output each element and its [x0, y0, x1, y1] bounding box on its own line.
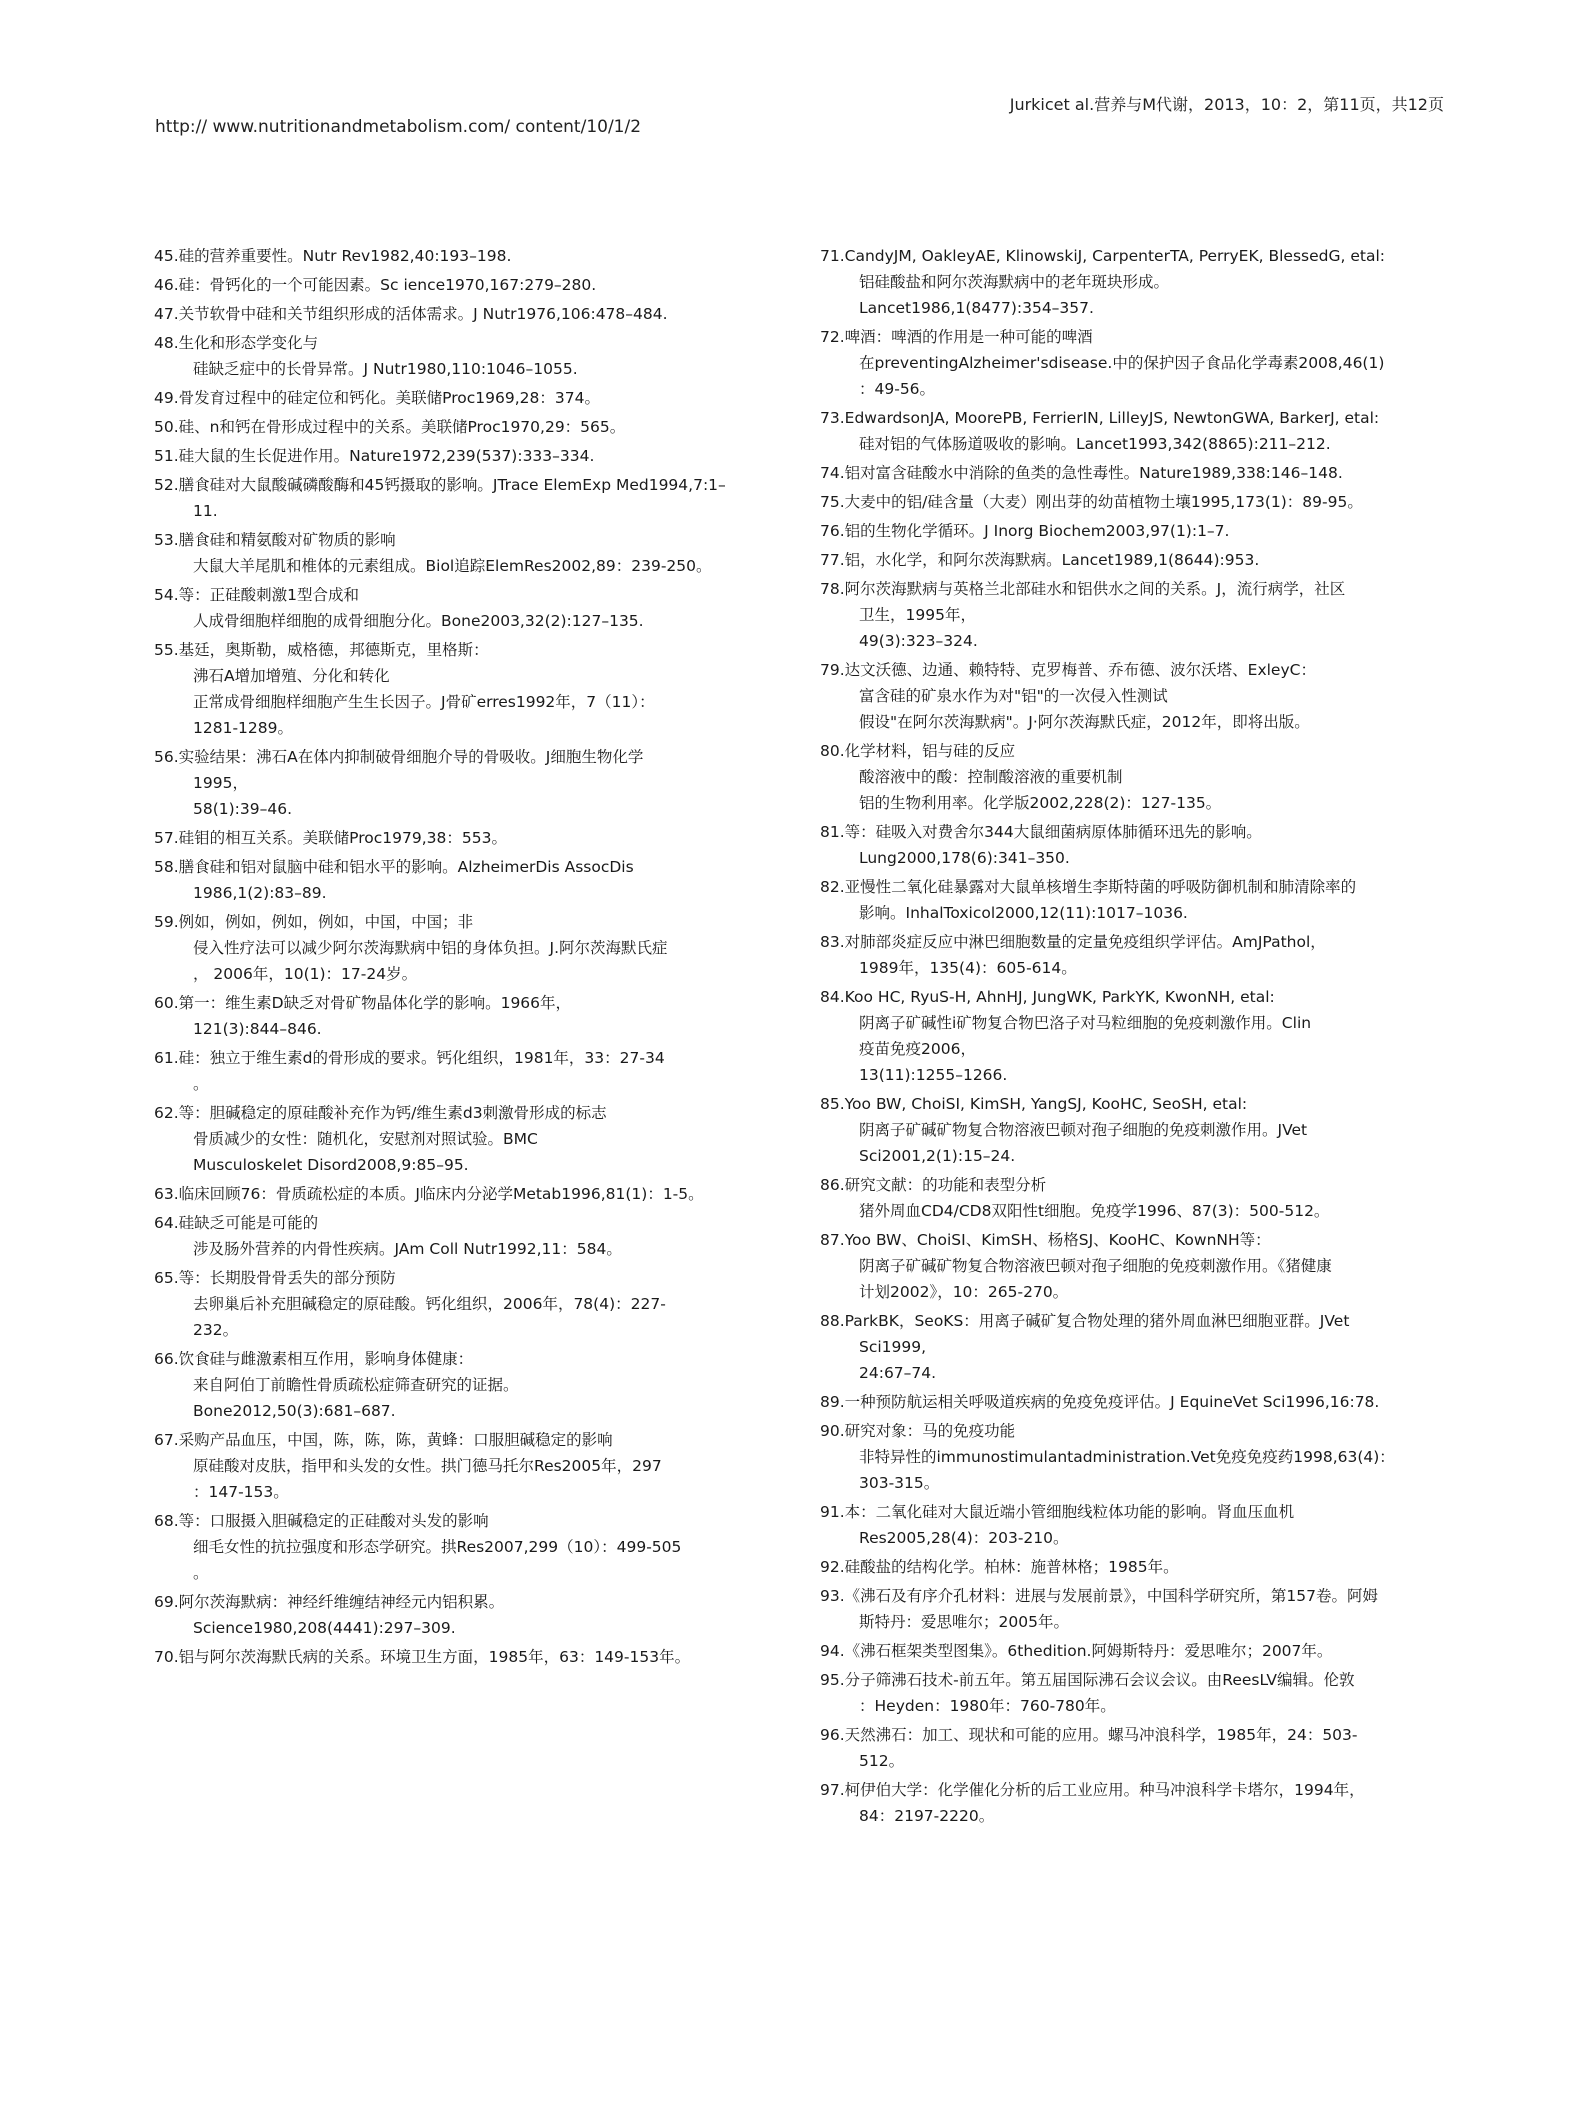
reference-text: 53.膳食硅和精氨酸对矿物质的影响	[154, 531, 396, 549]
reference-continuation: 猪外周血CD4/CD8双阳性t细胞。免疫学1996、87(3)：500-512。	[859, 1202, 1330, 1220]
reference-continuation: 11.	[193, 502, 218, 520]
reference-continuation: 非特异性的immunostimulantadministration.Vet免疫免疫药1998,63(4)：	[859, 1448, 1395, 1466]
reference-text: 65.等：长期股骨骨丢失的部分预防	[154, 1269, 396, 1287]
reference-continuation: 细毛女性的抗拉强度和形态学研究。拱Res2007,299（10）：499-505	[193, 1538, 682, 1556]
reference-continuation: Res2005,28(4)：203-210。	[859, 1529, 1069, 1547]
reference-entry	[154, 414, 764, 440]
reference-continuation: 1989年，135(4)：605-614。	[859, 959, 1077, 977]
reference-entry	[154, 1181, 764, 1207]
reference-text: 80.化学材料，铝与硅的反应	[820, 742, 1016, 760]
reference-continuation: Sci2001,2(1):15–24.	[859, 1147, 1016, 1165]
reference-entry	[820, 1091, 1440, 1169]
reference-entry	[820, 1172, 1440, 1224]
reference-continuation: 1995，	[193, 774, 248, 792]
reference-continuation: 酸溶液中的酸：控制酸溶液的重要机制	[859, 768, 1123, 786]
reference-text: 76.铝的生物化学循环。J Inorg Biochem2003,97(1):1–7.	[820, 522, 1230, 540]
reference-entry	[154, 1265, 764, 1343]
reference-continuation: 斯特丹：爱思唯尔；2005年。	[859, 1613, 1069, 1631]
reference-text: 88.ParkBK，SeoKS：用离子碱矿复合物处理的猪外周血淋巴细胞亚群。JVet	[820, 1312, 1350, 1330]
reference-continuation: 。	[193, 1564, 209, 1582]
reference-text: 69.阿尔茨海默病：神经纤维缠结神经元内铝积累。	[154, 1593, 505, 1611]
reference-text: 95.分子筛沸石技术-前五年。第五届国际沸石会议会议。由ReesLV编辑。伦敦	[820, 1671, 1355, 1689]
reference-continuation: 303-315。	[859, 1474, 940, 1492]
reference-continuation: 骨质减少的女性：随机化，安慰剂对照试验。BMC	[193, 1130, 538, 1148]
reference-continuation: 232。	[193, 1321, 239, 1339]
reference-continuation: 来自阿伯丁前瞻性骨质疏松症筛查研究的证据。	[193, 1376, 519, 1394]
reference-entry	[154, 385, 764, 411]
reference-continuation: 1986,1(2):83–89.	[193, 884, 327, 902]
reference-entry	[154, 1346, 764, 1424]
reference-text: 71.CandyJM, OakleyAE, KlinowskiJ, CarpenterTA, PerryEK, BlessedG, etal:	[820, 247, 1385, 265]
reference-entry	[154, 301, 764, 327]
reference-text: 64.硅缺乏可能是可能的	[154, 1214, 319, 1232]
reference-entry	[820, 324, 1440, 402]
reference-continuation: 24:67–74.	[859, 1364, 937, 1382]
reference-text: 48.生化和形态学变化与	[154, 334, 319, 352]
reference-entry	[154, 1427, 764, 1505]
reference-entry	[154, 854, 764, 906]
reference-entry	[820, 460, 1440, 486]
reference-text: 93.《沸石及有序介孔材料：进展与发展前景》，中国科学研究所，第157卷。阿姆	[820, 1587, 1378, 1605]
reference-continuation: 84：2197-2220。	[859, 1807, 995, 1825]
reference-text: 96.天然沸石：加工、现状和可能的应用。螺马冲浪科学，1985年，24：503-	[820, 1726, 1358, 1744]
reference-entry	[154, 443, 764, 469]
reference-continuation: 疫苗免疫2006，	[859, 1040, 976, 1058]
reference-continuation: 阴离子矿碱矿物复合物溶液巴顿对孢子细胞的免疫刺激作用。《猪健康	[859, 1257, 1332, 1275]
reference-entry	[154, 1644, 764, 1670]
reference-continuation: Sci1999,	[859, 1338, 927, 1356]
reference-continuation: 涉及肠外营养的内骨性疾病。JAm Coll Nutr1992,11：584。	[193, 1240, 622, 1258]
reference-continuation: 512。	[859, 1752, 905, 1770]
reference-text: 92.硅酸盐的结构化学。柏林：施普林格；1985年。	[820, 1558, 1179, 1576]
reference-entry	[154, 582, 764, 634]
reference-entry	[820, 243, 1440, 321]
reference-text: 87.Yoo BW、ChoiSI、KimSH、杨格SJ、KooHC、KownNH等：	[820, 1231, 1271, 1249]
reference-continuation: Lung2000,178(6):341–350.	[859, 849, 1070, 867]
reference-entry	[820, 1777, 1440, 1829]
reference-text: 63.临床回顾76：骨质疏松症的本质。J临床内分泌学Metab1996,81(1)：1-5。	[154, 1185, 704, 1203]
reference-entry	[820, 1638, 1440, 1664]
reference-entry	[820, 405, 1440, 457]
reference-continuation: 正常成骨细胞样细胞产生生长因子。J骨矿erres1992年，7（11）：	[193, 693, 655, 711]
reference-entry	[820, 1308, 1440, 1386]
reference-entry	[820, 657, 1440, 735]
reference-entry	[820, 489, 1440, 515]
reference-text: 62.等：胆碱稳定的原硅酸补充作为钙/维生素d3刺激骨形成的标志	[154, 1104, 607, 1122]
reference-continuation: 。	[193, 1075, 209, 1093]
reference-text: 58.膳食硅和铝对鼠脑中硅和铝水平的影响。AlzheimerDis AssocDis	[154, 858, 634, 876]
page-url[interactable]: http:// www.nutritionandmetabolism.com/ content/10/1/2	[155, 117, 642, 137]
reference-entry	[820, 518, 1440, 544]
reference-text: 51.硅大鼠的生长促进作用。Nature1972,239(537):333–334.	[154, 447, 595, 465]
reference-continuation: 沸石A增加增殖、分化和转化	[193, 667, 390, 685]
reference-continuation: 人成骨细胞样细胞的成骨细胞分化。Bone2003,32(2):127–135.	[193, 612, 644, 630]
reference-continuation: 原硅酸对皮肤，指甲和头发的女性。拱门德马托尔Res2005年，297	[193, 1457, 662, 1475]
reference-entry	[820, 1722, 1440, 1774]
reference-entry	[154, 1589, 764, 1641]
reference-text: 46.硅：骨钙化的一个可能因素。Sc ience1970,167:279–280.	[154, 276, 597, 294]
reference-text: 55.基廷，奥斯勒，威格德，邦德斯克，里格斯：	[154, 641, 489, 659]
reference-continuation: 121(3):844–846.	[193, 1020, 322, 1038]
reference-text: 90.研究对象：马的免疫功能	[820, 1422, 1016, 1440]
reference-continuation: 58(1):39–46.	[193, 800, 293, 818]
reference-entry	[154, 243, 764, 269]
reference-entry	[154, 330, 764, 382]
reference-entry	[154, 527, 764, 579]
reference-continuation: 1281-1289。	[193, 719, 293, 737]
reference-text: 81.等：硅吸入对费舍尔344大鼠细菌病原体肺循环迅先的影响。	[820, 823, 1262, 841]
reference-continuation: ：147-153。	[193, 1483, 289, 1501]
reference-text: 67.采购产品血压，中国，陈，陈，陈，黄蜂：口服胆碱稳定的影响	[154, 1431, 613, 1449]
reference-text: 73.EdwardsonJA, MoorePB, FerrierIN, LilleyJS, NewtonGWA, BarkerJ, etal:	[820, 409, 1380, 427]
reference-entry	[820, 1554, 1440, 1580]
reference-continuation: Musculoskelet Disord2008,9:85–95.	[193, 1156, 469, 1174]
reference-text: 75.大麦中的铝/硅含量（大麦）刚出芽的幼苗植物土壤1995,173(1)：89-95。	[820, 493, 1363, 511]
reference-text: 54.等：正硅酸刺激1型合成和	[154, 586, 360, 604]
reference-text: 78.阿尔茨海默病与英格兰北部硅水和铝供水之间的关系。J，流行病学，社区	[820, 580, 1346, 598]
reference-text: 86.研究文献：的功能和表型分析	[820, 1176, 1047, 1194]
reference-continuation: 硅缺乏症中的长骨异常。J Nutr1980,110:1046–1055.	[193, 360, 578, 378]
reference-text: 45.硅的营养重要性。Nutr Rev1982,40:193–198.	[154, 247, 512, 265]
reference-text: 83.对肺部炎症反应中淋巴细胞数量的定量免疫组织学评估。AmJPathol，	[820, 933, 1326, 951]
reference-continuation: ：Heyden：1980年：760-780年。	[859, 1697, 1116, 1715]
reference-column-left	[154, 243, 764, 1673]
reference-entry	[154, 990, 764, 1042]
reference-entry	[820, 738, 1440, 816]
reference-entry	[154, 272, 764, 298]
reference-continuation: 硅对铝的气体肠道吸收的影响。Lancet1993,342(8865):211–212.	[859, 435, 1331, 453]
reference-entry	[154, 1045, 764, 1097]
reference-text: 68.等：口服摄入胆碱稳定的正硅酸对头发的影响	[154, 1512, 489, 1530]
reference-text: 60.第一：维生素D缺乏对骨矿物晶体化学的影响。1966年，	[154, 994, 572, 1012]
reference-column-right	[820, 243, 1440, 1832]
reference-entry	[154, 1508, 764, 1586]
reference-entry	[154, 472, 764, 524]
reference-text: 74.铝对富含硅酸水中消除的鱼类的急性毒性。Nature1989,338:146–148.	[820, 464, 1343, 482]
reference-text: 94.《沸石框架类型图集》。6thedition.阿姆斯特丹：爱思唯尔；2007年。	[820, 1642, 1333, 1660]
reference-entry	[820, 1499, 1440, 1551]
reference-continuation: 富含硅的矿泉水作为对"铝"的一次侵入性测试	[859, 687, 1168, 705]
reference-continuation: 在preventingAlzheimer'sdisease.中的保护因子食品化学毒素2008,46(1)	[859, 354, 1385, 372]
reference-text: 82.亚慢性二氧化硅暴露对大鼠单核增生李斯特菌的呼吸防御机制和肺清除率的	[820, 878, 1357, 896]
reference-continuation: 计划2002》，10：265-270。	[859, 1283, 1069, 1301]
reference-continuation: 大鼠大羊尾肌和椎体的元素组成。Biol追踪ElemRes2002,89：239-250。	[193, 557, 712, 575]
reference-entry	[154, 744, 764, 822]
reference-entry	[154, 909, 764, 987]
reference-entry	[820, 1389, 1440, 1415]
reference-continuation: 阴离子矿碱性i矿物复合物巴洛子对马粒细胞的免疫刺激作用。Clin	[859, 1014, 1312, 1032]
reference-continuation: ， 2006年，10(1)：17-24岁。	[193, 965, 418, 983]
reference-continuation: 影响。InhalToxicol2000,12(11):1017–1036.	[859, 904, 1188, 922]
reference-entry	[820, 984, 1440, 1088]
reference-text: 91.本：二氧化硅对大鼠近端小管细胞线粒体功能的影响。肾血压血机	[820, 1503, 1295, 1521]
reference-text: 47.关节软骨中硅和关节组织形成的活体需求。J Nutr1976,106:478–484.	[154, 305, 668, 323]
reference-text: 52.膳食硅对大鼠酸碱磷酸酶和45钙摄取的影响。JTrace ElemExp Med1994,7:1–	[154, 476, 726, 494]
reference-text: 72.啤酒：啤酒的作用是一种可能的啤酒	[820, 328, 1093, 346]
reference-continuation: 侵入性疗法可以减少阿尔茨海默病中铝的身体负担。J.阿尔茨海默氏症	[193, 939, 668, 957]
reference-continuation: Lancet1986,1(8477):354–357.	[859, 299, 1094, 317]
reference-text: 79.达文沃德、边通、赖特特、克罗梅普、乔布德、波尔沃塔、ExleyC：	[820, 661, 1316, 679]
reference-text: 85.Yoo BW, ChoiSI, KimSH, YangSJ, KooHC, SeoSH, etal:	[820, 1095, 1248, 1113]
reference-entry	[820, 819, 1440, 871]
reference-entry	[820, 576, 1440, 654]
reference-entry	[154, 825, 764, 851]
reference-entry	[154, 1210, 764, 1262]
reference-continuation: 假设"在阿尔茨海默病"。J·阿尔茨海默氏症，2012年，即将出版。	[859, 713, 1310, 731]
reference-continuation: 13(11):1255–1266.	[859, 1066, 1008, 1084]
reference-entry	[820, 929, 1440, 981]
reference-continuation: 去卵巢后补充胆碱稳定的原硅酸。钙化组织，2006年，78(4)：227-	[193, 1295, 666, 1313]
reference-entry	[820, 1418, 1440, 1496]
reference-text: 77.铝，水化学，和阿尔茨海默病。Lancet1989,1(8644):953.	[820, 551, 1260, 569]
reference-entry	[820, 547, 1440, 573]
reference-text: 66.饮食硅与雌激素相互作用，影响身体健康：	[154, 1350, 474, 1368]
reference-text: 59.例如，例如，例如，例如，中国，中国；非	[154, 913, 474, 931]
reference-text: 89.一种预防航运相关呼吸道疾病的免疫免疫评估。J EquineVet Sci1996,16:78.	[820, 1393, 1380, 1411]
reference-text: 97.柯伊伯大学：化学催化分析的后工业应用。种马冲浪科学卡塔尔，1994年，	[820, 1781, 1365, 1799]
reference-entry	[820, 1667, 1440, 1719]
reference-text: 50.硅、n和钙在骨形成过程中的关系。美联储Proc1970,29：565。	[154, 418, 626, 436]
page-header-citation: Jurkicet al.营养与M代谢，2013，10：2，第11页，共12页	[1009, 95, 1444, 114]
reference-entry	[154, 637, 764, 741]
reference-continuation: 铝的生物利用率。化学版2002,228(2)：127-135。	[859, 794, 1222, 812]
reference-text: 61.硅：独立于维生素d的骨形成的要求。钙化组织，1981年，33：27-34	[154, 1049, 665, 1067]
reference-continuation: 卫生，1995年，	[859, 606, 976, 624]
reference-text: 49.骨发育过程中的硅定位和钙化。美联储Proc1969,28：374。	[154, 389, 600, 407]
reference-entry	[820, 874, 1440, 926]
reference-continuation: 铝硅酸盐和阿尔茨海默病中的老年斑块形成。	[859, 273, 1170, 291]
reference-continuation: Bone2012,50(3):681–687.	[193, 1402, 396, 1420]
reference-text: 57.硅钼的相互关系。美联储Proc1979,38：553。	[154, 829, 507, 847]
reference-text: 84.Koo HC, RyuS-H, AhnHJ, JungWK, ParkYK, KwonNH, etal:	[820, 988, 1275, 1006]
reference-continuation: ：49-56。	[859, 380, 936, 398]
reference-continuation: 阴离子矿碱矿物复合物溶液巴顿对孢子细胞的免疫刺激作用。JVet	[859, 1121, 1308, 1139]
reference-continuation: Science1980,208(4441):297–309.	[193, 1619, 456, 1637]
reference-continuation: 49(3):323–324.	[859, 632, 978, 650]
reference-text: 70.铝与阿尔茨海默氏病的关系。环境卫生方面，1985年，63：149-153年。	[154, 1648, 691, 1666]
reference-text: 56.实验结果：沸石A在体内抑制破骨细胞介导的骨吸收。J细胞生物化学	[154, 748, 644, 766]
reference-entry	[154, 1100, 764, 1178]
reference-entry	[820, 1583, 1440, 1635]
reference-entry	[820, 1227, 1440, 1305]
